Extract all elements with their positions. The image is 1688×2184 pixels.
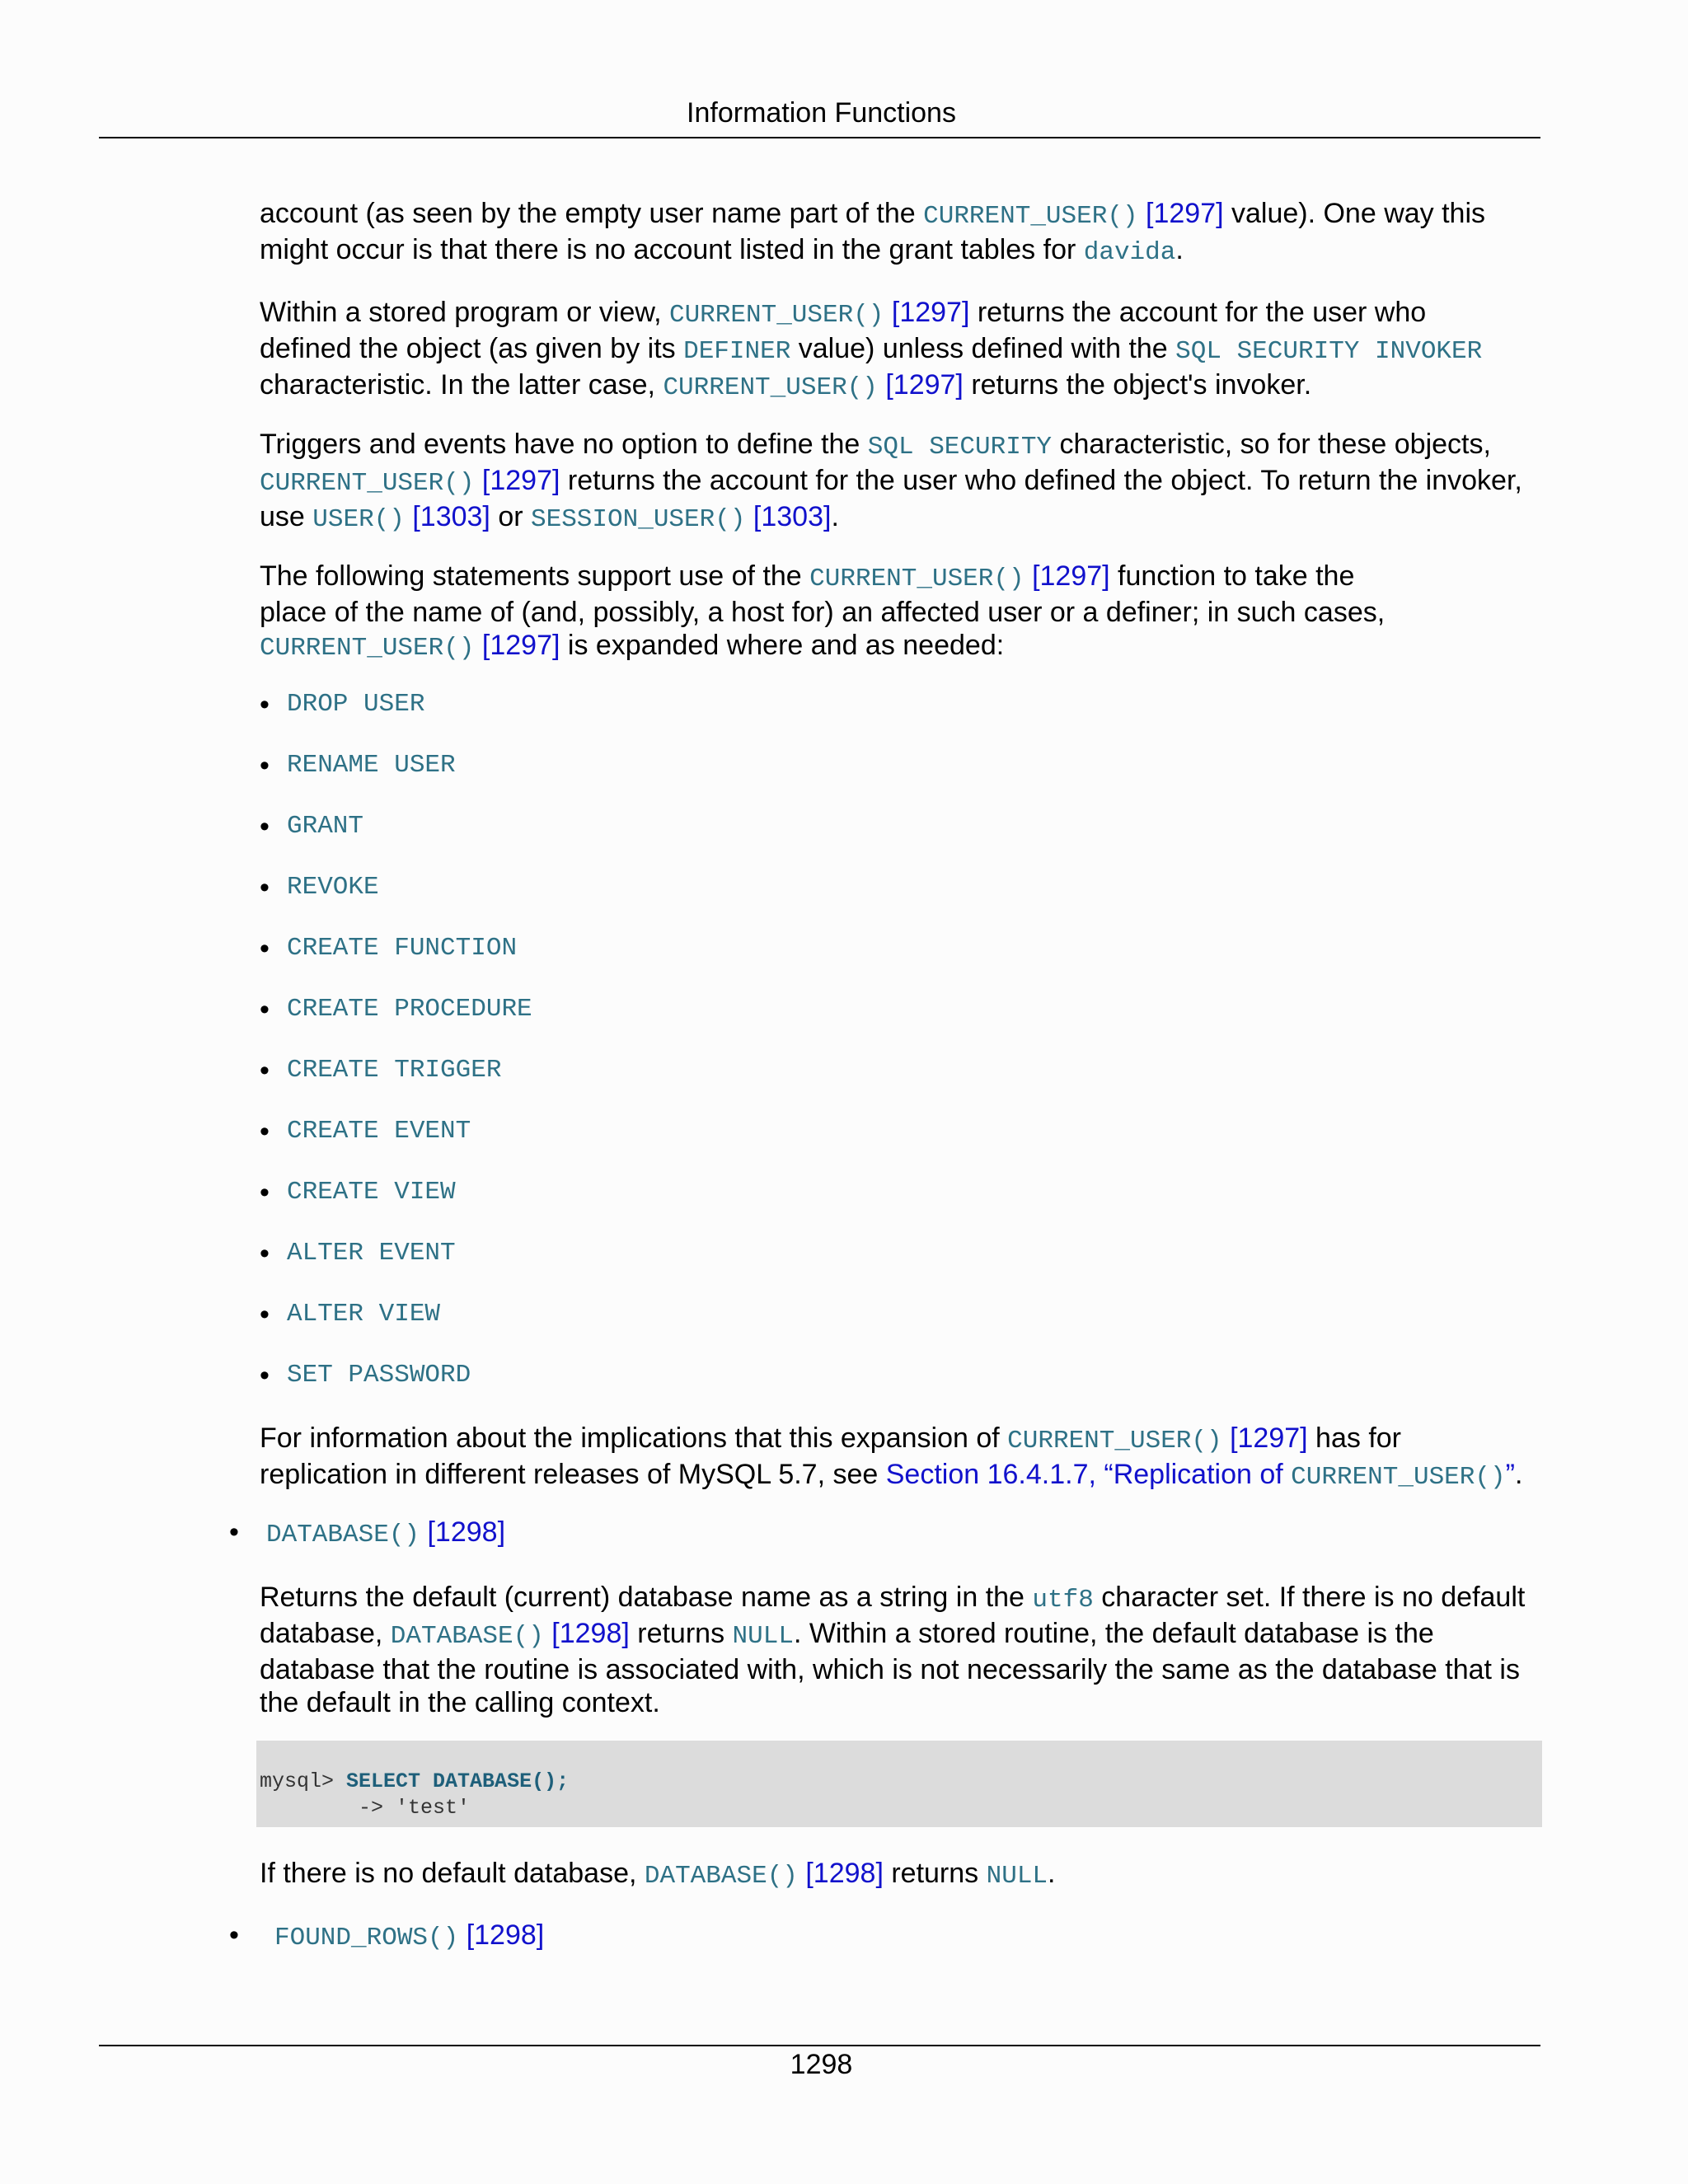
bullet-icon: • bbox=[260, 811, 270, 842]
statement-link[interactable]: ALTER VIEW bbox=[287, 1300, 441, 1329]
bullet-icon: • bbox=[260, 689, 270, 720]
code-definer: DEFINER bbox=[683, 337, 791, 366]
statement-link[interactable]: CREATE VIEW bbox=[287, 1178, 456, 1207]
code-current-user: CURRENT_USER() bbox=[260, 634, 475, 663]
ref-link-1297[interactable]: [1297] bbox=[481, 630, 560, 661]
paragraph-triggers-events: Triggers and events have no option to define the SQL SECURITY characteristic, so for these objects, CURRENT_USER() [1297] returns the account for the user who defined the object. To return the invoker, use USER() [1303] or SESSION_USER() [1303]. bbox=[260, 429, 1522, 534]
bullet-icon: • bbox=[260, 1116, 270, 1147]
paragraph-account: account (as seen by the empty user name part of the CURRENT_USER() [1297] value). One way this might occur is that there is no account listed in the grant tables for davida. bbox=[260, 198, 1486, 267]
bullet-icon: • bbox=[260, 1177, 270, 1208]
statement-link[interactable]: CREATE EVENT bbox=[287, 1117, 471, 1146]
statement-link[interactable]: GRANT bbox=[287, 812, 364, 841]
statement-link[interactable]: CREATE TRIGGER bbox=[287, 1056, 502, 1085]
code-user: USER() bbox=[312, 505, 405, 534]
code-null: NULL bbox=[986, 1862, 1048, 1891]
code-example-block bbox=[256, 1741, 1542, 1827]
bullet-icon: • bbox=[260, 1238, 270, 1269]
paragraph-database-description: Returns the default (current) database name as a string in the utf8 character set. If there is no default database, DATABASE() [1298] returns NULL. Within a stored routine, the default database is the database that the routine is associated with, which is not necessarily the same as the database that is the default in the calling context. bbox=[260, 1582, 1526, 1718]
code-current-user: CURRENT_USER() bbox=[260, 469, 475, 498]
paragraph-stored-program: Within a stored program or view, CURRENT_USER() [1297] returns the account for the user who defined the object (as given by its DEFINER value) unless defined with the SQL SECURITY INVOKER characteristic. In the latter case, CURRENT_USER() [1297] returns the object's invoker. bbox=[260, 297, 1483, 402]
bullet-icon: • bbox=[229, 1516, 239, 1548]
code-session-user: SESSION_USER() bbox=[531, 505, 746, 534]
ref-link-1297[interactable]: [1297] bbox=[1230, 1422, 1308, 1454]
ref-link-1298[interactable]: [1298] bbox=[466, 1919, 545, 1951]
page-number: 1298 bbox=[790, 2049, 853, 2080]
statement-link[interactable]: CREATE FUNCTION bbox=[287, 934, 518, 963]
code-davida: davida bbox=[1083, 238, 1176, 267]
bullet-icon: • bbox=[260, 872, 270, 903]
bullet-icon: • bbox=[229, 1919, 239, 1951]
bullet-icon: • bbox=[260, 1360, 270, 1391]
code-line-command: mysql> SELECT DATABASE(); bbox=[260, 1769, 570, 1793]
statement-link[interactable]: RENAME USER bbox=[287, 751, 456, 780]
code-current-user: CURRENT_USER() bbox=[1291, 1463, 1506, 1492]
code-current-user: CURRENT_USER() bbox=[809, 565, 1025, 593]
code-database: DATABASE() bbox=[390, 1622, 544, 1651]
paragraph-statements-intro: The following statements support use of the CURRENT_USER() [1297] function to take the place of the name of (and, possibly, a host for) an affected user or a definer; in such cases, CURRENT_USER() [1297] is expanded where and as needed: bbox=[260, 560, 1386, 663]
bullet-icon: • bbox=[260, 750, 270, 781]
code-sql-security: SQL SECURITY bbox=[867, 433, 1053, 462]
paragraph-no-default-database: If there is no default database, DATABASE() [1298] returns NULL. bbox=[260, 1858, 1056, 1891]
ref-link-1297[interactable]: [1297] bbox=[891, 297, 970, 328]
code-utf8: utf8 bbox=[1032, 1586, 1094, 1615]
bullet-icon: • bbox=[260, 994, 270, 1025]
function-name-found-rows[interactable]: FOUND_ROWS() bbox=[274, 1924, 459, 1952]
code-sql-security-invoker: SQL SECURITY INVOKER bbox=[1175, 337, 1483, 366]
bullet-icon: • bbox=[260, 1055, 270, 1086]
section-link-replication[interactable]: Section 16.4.1.7, “Replication of CURRENT_USER()” bbox=[885, 1459, 1515, 1492]
page-header-title: Information Functions bbox=[687, 97, 956, 129]
ref-link-1297[interactable]: [1297] bbox=[481, 465, 560, 496]
code-current-user: CURRENT_USER() bbox=[668, 301, 884, 330]
bullet-icon: • bbox=[260, 1299, 270, 1330]
ref-link-1303[interactable]: [1303] bbox=[753, 501, 832, 532]
ref-link-1297[interactable]: [1297] bbox=[1146, 198, 1224, 229]
header-rule bbox=[99, 137, 1540, 138]
footer-rule bbox=[99, 2045, 1540, 2046]
code-null: NULL bbox=[732, 1622, 794, 1651]
statement-link[interactable]: REVOKE bbox=[287, 873, 379, 902]
ref-link-1297[interactable]: [1297] bbox=[885, 369, 964, 401]
code-line-result: -> 'test' bbox=[260, 1796, 471, 1820]
statement-link[interactable]: DROP USER bbox=[287, 690, 425, 719]
statement-link[interactable]: CREATE PROCEDURE bbox=[287, 995, 532, 1024]
ref-link-1298[interactable]: [1298] bbox=[805, 1858, 884, 1889]
ref-link-1297[interactable]: [1297] bbox=[1032, 560, 1110, 592]
bullet-icon: • bbox=[260, 933, 270, 964]
ref-link-1303[interactable]: [1303] bbox=[412, 501, 490, 532]
code-current-user: CURRENT_USER() bbox=[923, 202, 1138, 231]
paragraph-replication: For information about the implications that this expansion of CURRENT_USER() [1297] has for replication in different releases of MySQL 5.7, see Section 16.4.1.7, “Replication of CURRENT_USER()”. bbox=[260, 1422, 1523, 1492]
statement-link[interactable]: SET PASSWORD bbox=[287, 1361, 471, 1390]
ref-link-1298[interactable]: [1298] bbox=[551, 1618, 630, 1649]
code-current-user: CURRENT_USER() bbox=[663, 373, 878, 402]
statement-link[interactable]: ALTER EVENT bbox=[287, 1239, 456, 1268]
code-current-user: CURRENT_USER() bbox=[1007, 1427, 1222, 1455]
function-name-database[interactable]: DATABASE() bbox=[266, 1521, 420, 1549]
ref-link-1298[interactable]: [1298] bbox=[427, 1516, 506, 1548]
code-database: DATABASE() bbox=[644, 1862, 798, 1891]
